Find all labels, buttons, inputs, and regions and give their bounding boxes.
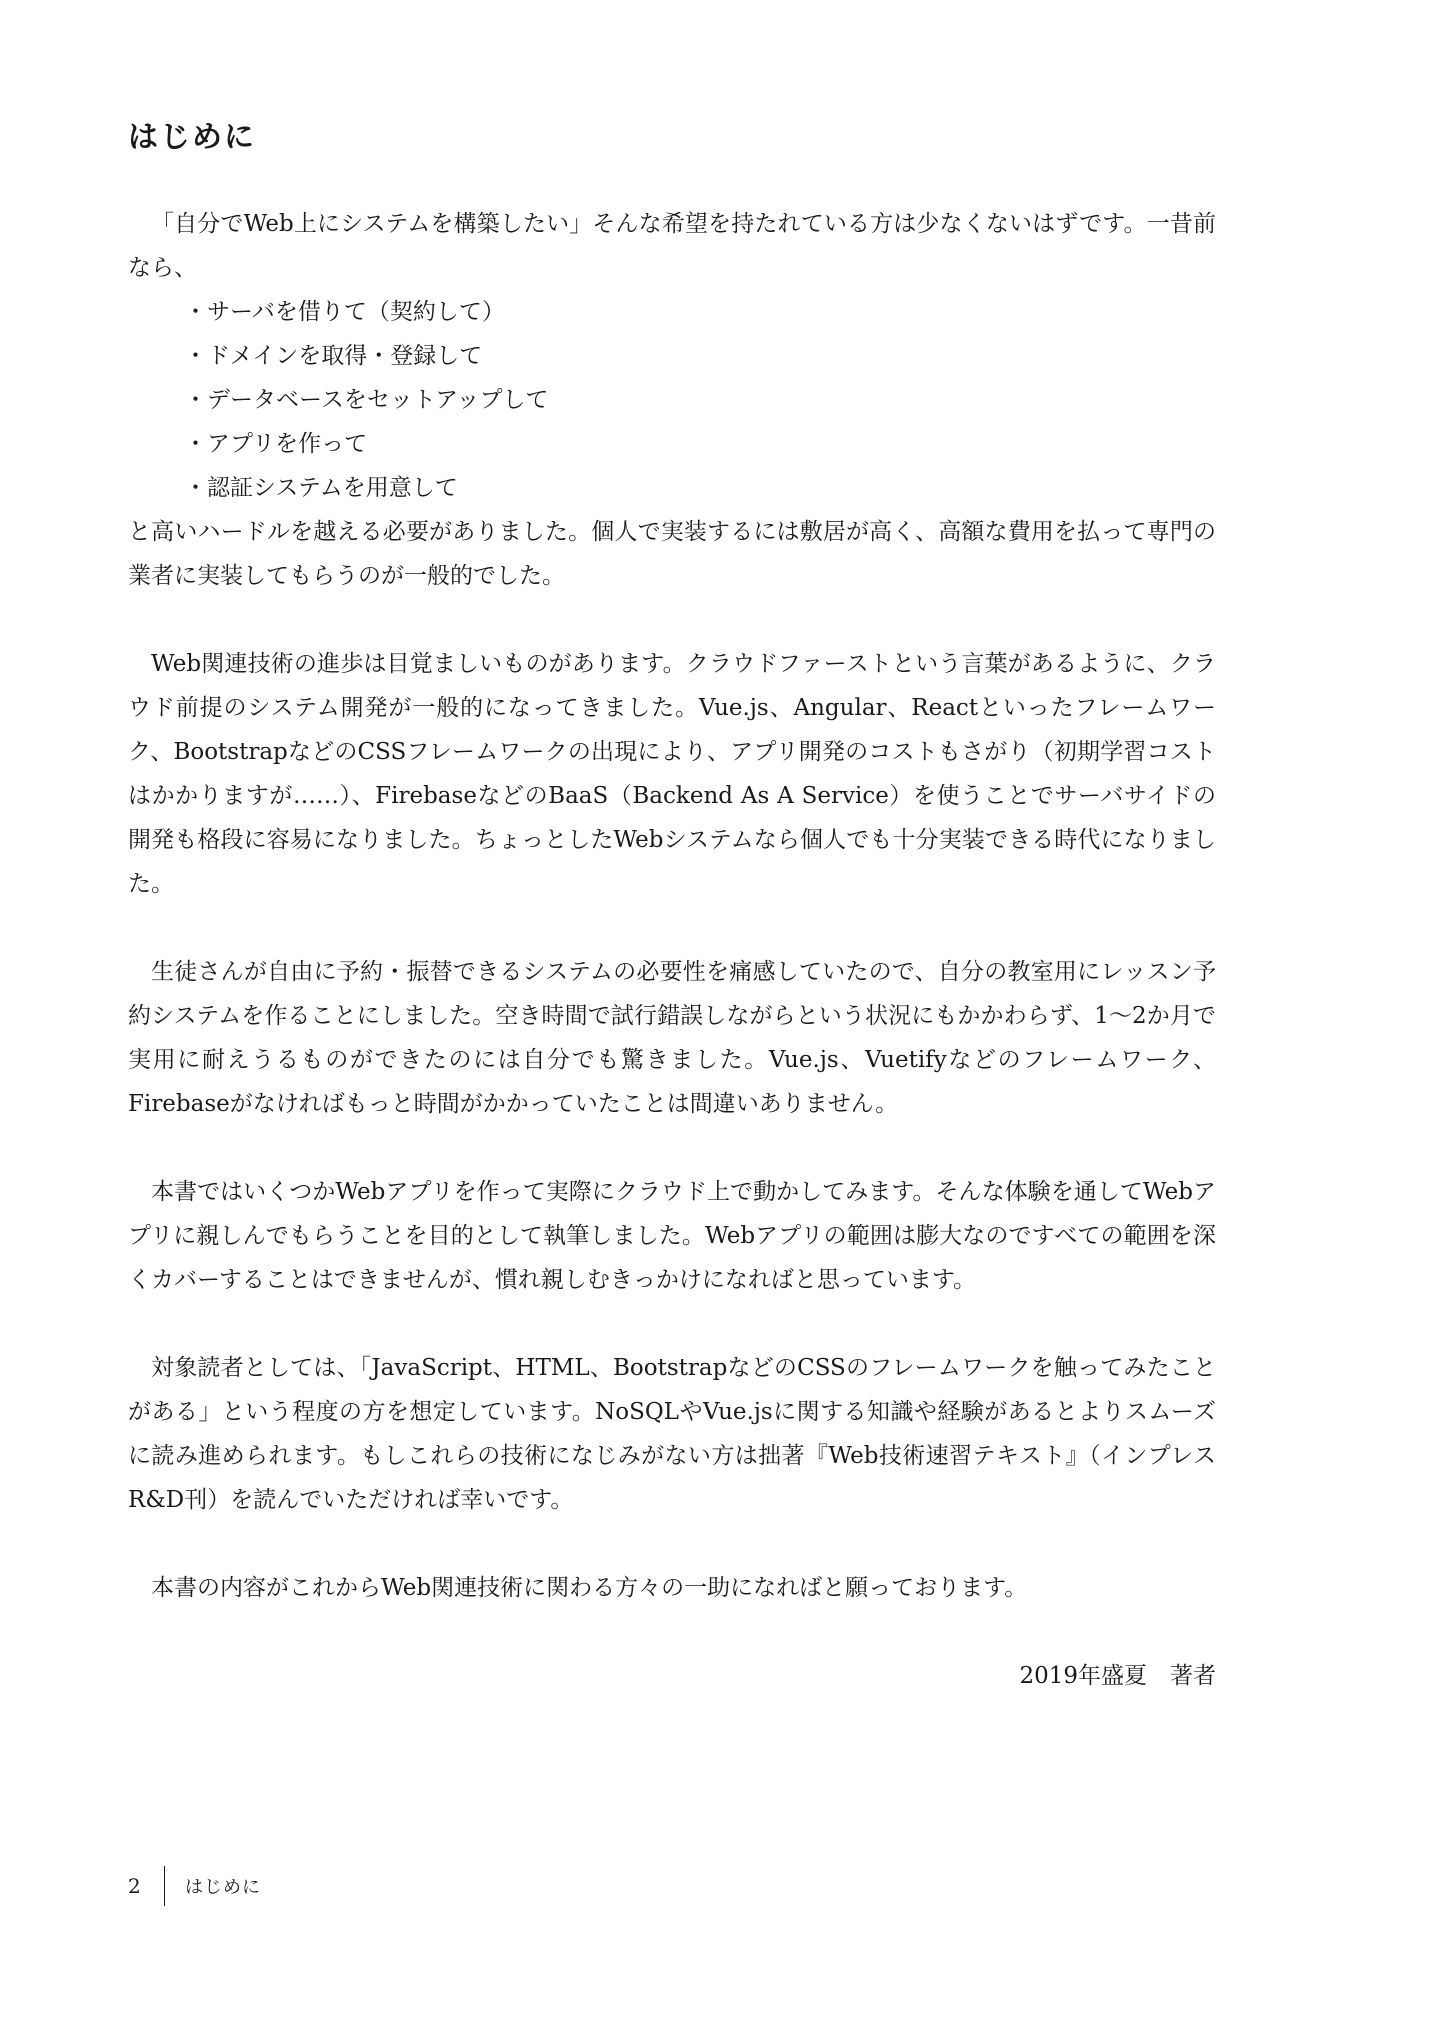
intro-conclusion: と高いハードルを越える必要がありました。個人で実装するには敷居が高く、高額な費用を払って専門の業者に実装してもらうのが一般的でした。 <box>128 519 1216 589</box>
signature: 2019年盛夏 著者 <box>1019 1663 1216 1689</box>
list-item: ・データベースをセットアップして <box>184 387 549 413</box>
footer-divider <box>164 1866 165 1906</box>
running-header: はじめに <box>185 1877 261 1898</box>
list-item: ・ドメインを取得・登録して <box>184 343 483 369</box>
list-item: ・認証システムを用意して <box>184 475 458 501</box>
paragraph-target-readers: 対象読者としては、「JavaScript、HTML、BootstrapなどのCSSのフレームワークを触ってみたことがある」という程度の方を想定しています。NoSQLやVue.jsに関する知識や経験があるとよりスムーズに読み進められます。もしこれらの技術になじみがない方は拙著『Web技術速習テキスト』（インプレスR&D刊）を読んでいただければ幸いです。 <box>128 1355 1216 1513</box>
paragraph-tech-progress: Web関連技術の進歩は目覚ましいものがあります。クラウドファーストという言葉があるように、クラウド前提のシステム開発が一般的になってきました。Vue.js、Angular、Reactといったフレームワーク、BootstrapなどのCSSフレームワークの出現により、アプリ開発のコストもさがり（初期学習コストはかかりますが……）、FirebaseなどのBaaS（Backend As A Service）を使うことでサーバサイドの開発も格段に容易になりました。ちょっとしたWebシステムなら個人でも十分実装できる時代になりました。 <box>128 651 1216 897</box>
paragraph-gap <box>128 1126 1216 1170</box>
paragraph-reservation-system: 生徒さんが自由に予約・振替できるシステムの必要性を痛感していたので、自分の教室用にレッスン予約システムを作ることにしました。空き時間で試行錯誤しながらという状況にもかかわらず、1〜2か月で実用に耐えうるものができたのには自分でも驚きました。Vue.js、Vuetifyなどのフレームワーク、Firebaseがなければもっと時間がかかっていたことは間違いありません。 <box>128 959 1216 1117</box>
body-text <box>128 202 1216 1698</box>
paragraph-book-purpose: 本書ではいくつかWebアプリを作って実際にクラウド上で動かしてみます。そんな体験を通してWebアプリに親しんでもらうことを目的として執筆しました。Webアプリの範囲は膨大なのですべての範囲を深くカバーすることはできませんが、慣れ親しむきっかけになればと思っています。 <box>128 1179 1216 1293</box>
intro-paragraph: 「自分でWeb上にシステムを構築したい」そんな希望を持たれている方は少なくないはずです。一昔前なら、 <box>128 211 1216 281</box>
paragraph-gap <box>128 906 1216 950</box>
paragraph-gap <box>128 1522 1216 1566</box>
paragraph-gap <box>128 1610 1216 1654</box>
list-item: ・サーバを借りて（契約して） <box>184 299 505 325</box>
requirements-list <box>128 290 1216 510</box>
paragraph-gap <box>128 1302 1216 1346</box>
paragraph-closing: 本書の内容がこれからWeb関連技術に関わる方々の一助になればと願っております。 <box>151 1575 1028 1601</box>
list-item: ・アプリを作って <box>184 431 368 457</box>
page-number: 2 <box>128 1874 141 1898</box>
paragraph-gap <box>128 598 1216 642</box>
page-footer <box>128 1868 261 1904</box>
page-title: はじめに <box>128 120 256 155</box>
